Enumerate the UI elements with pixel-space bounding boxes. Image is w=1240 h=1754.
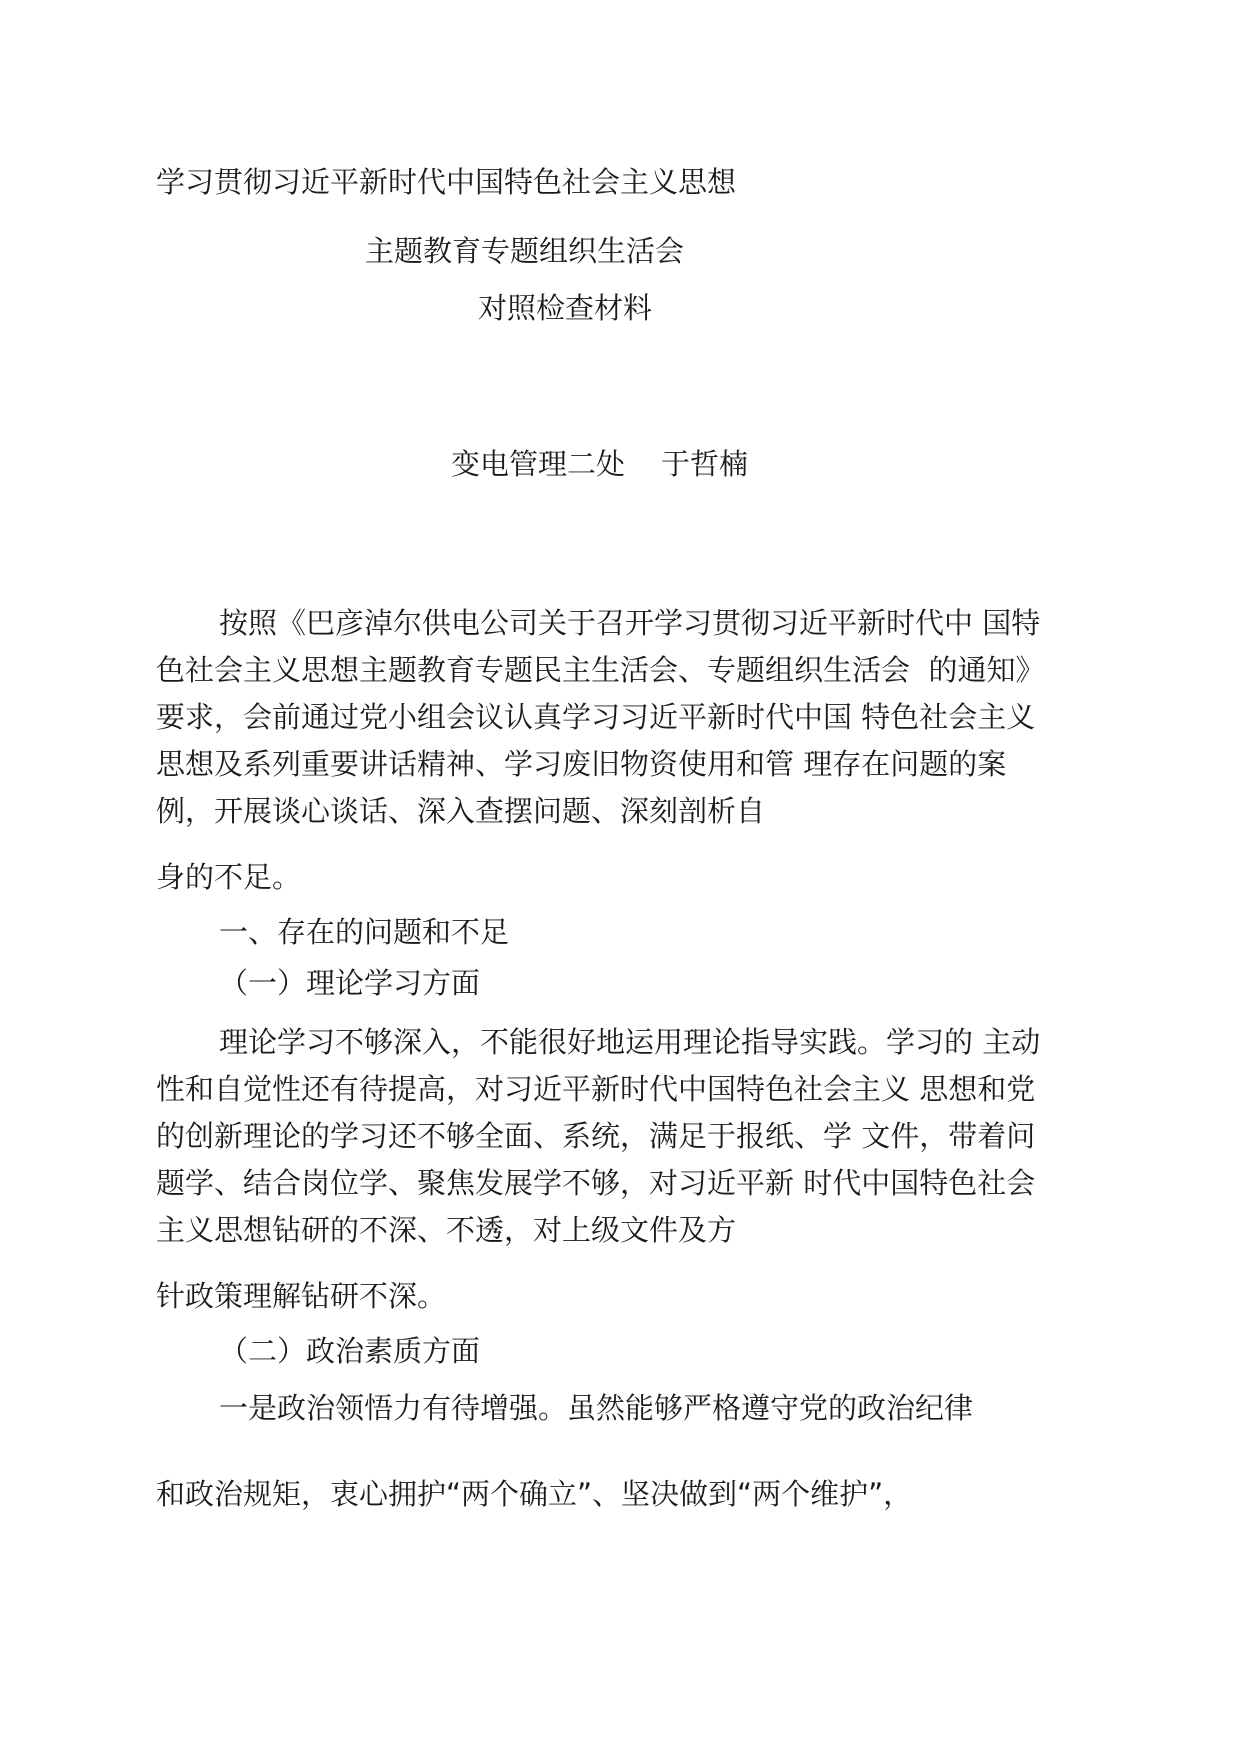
intro-line-4: 思想及系列重要讲话精神、学习废旧物资使用和管 理存在问题的案 <box>156 747 1007 781</box>
sub-1-line-1: 理论学习不够深入，不能很好地运用理论指导实践。学习的 主动 <box>219 1025 1041 1059</box>
intro-line-1: 按照《巴彦淖尔供电公司关于召开学习贯彻习近平新时代中 国特 <box>219 606 1041 640</box>
sub-1-line-4: 题学、结合岗位学、聚焦发展学不够，对习近平新 时代中国特色社会 <box>156 1166 1036 1200</box>
sub-1-line-2: 性和自觉性还有待提高，对习近平新时代中国特色社会主义 思想和党 <box>156 1072 1036 1106</box>
sub-1-line-5: 主义思想钻研的不深、不透，对上级文件及方 <box>156 1213 737 1247</box>
author-name: 于哲楠 <box>661 447 749 481</box>
sub-2-line-2: 和政治规矩，衷心拥护“两个确立”、坚决做到“两个维护”， <box>156 1477 913 1511</box>
title-line-1: 学习贯彻习近平新时代中国特色社会主义思想 <box>156 165 737 199</box>
section-1-sub-2-heading: （二）政治素质方面 <box>219 1334 481 1368</box>
intro-line-6: 身的不足。 <box>156 860 302 894</box>
title-line-3: 对照检查材料 <box>478 291 653 325</box>
intro-line-2: 色社会主义思想主题教育专题民主生活会、专题组织生活会 的通知》 <box>156 653 1045 687</box>
section-1-sub-1-heading: （一）理论学习方面 <box>219 966 481 1000</box>
intro-line-5: 例，开展谈心谈话、深入查摆问题、深刻剖析自 <box>156 794 766 828</box>
intro-line-3: 要求，会前通过党小组会议认真学习习近平新时代中国 特色社会主义 <box>156 700 1036 734</box>
author-department: 变电管理二处 <box>451 447 626 481</box>
section-1-heading: 一、存在的问题和不足 <box>219 915 510 949</box>
title-line-2: 主题教育专题组织生活会 <box>365 234 685 268</box>
sub-2-line-1: 一是政治领悟力有待增强。虽然能够严格遵守党的政治纪律 <box>219 1391 974 1425</box>
sub-1-line-6: 针政策理解钻研不深。 <box>156 1279 447 1313</box>
sub-1-line-3: 的创新理论的学习还不够全面、系统，满足于报纸、学 文件，带着问 <box>156 1119 1036 1153</box>
